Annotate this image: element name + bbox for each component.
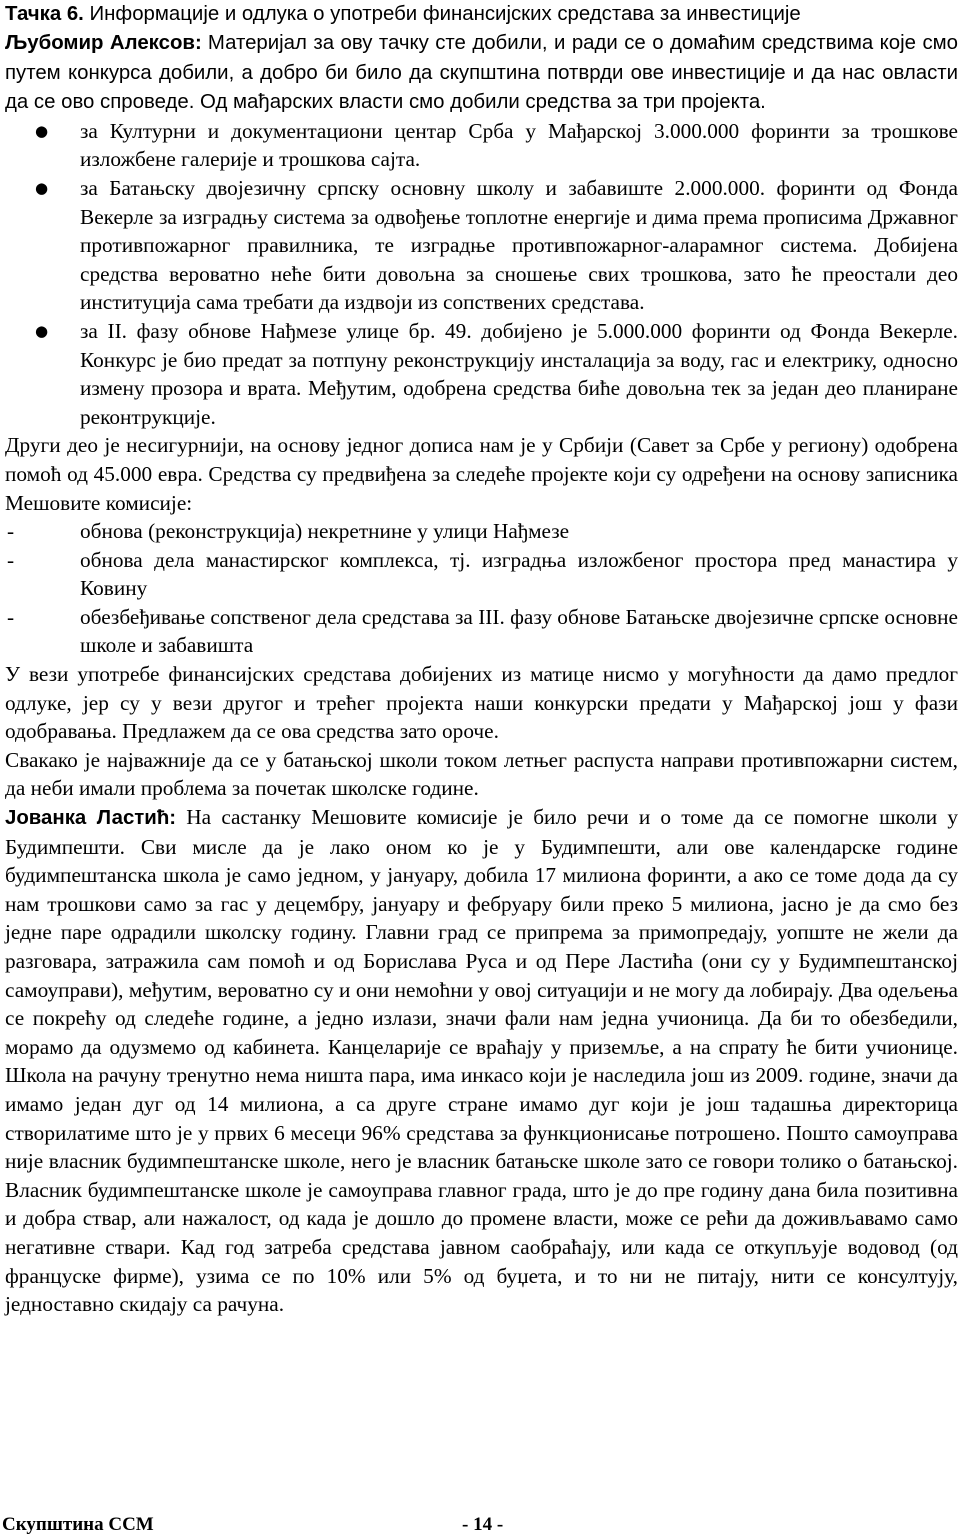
- footer-organization: Скупштина ССМ: [2, 1514, 154, 1535]
- list-item: [5, 174, 958, 317]
- project-bullet-list: [5, 117, 958, 432]
- list-item-text: за II. фазу обнове Нађмезе улице бр. 49. добијено је 5.000.000 форинти од Фонда Векерле. Конкурс је био предат за потпуну реконструкцију инсталација за воду, гас и електрику, односно измену прозора и врата. Међутим, одобрена средства биће довољна тек за један део планиране реконтрукције.: [80, 318, 958, 429]
- paragraph-fire-system: Свакако је најважније да се у батањској школи током летњег распуста направи противпожарни систем, да неби имали проблема за почетак школске године.: [5, 747, 958, 801]
- list-item: [5, 317, 958, 431]
- list-item-text: обнова (реконструкција) некретнине у улици Нађмезе: [80, 519, 570, 544]
- agenda-item-label: Тачка 6.: [5, 3, 84, 25]
- list-item: [5, 117, 958, 174]
- paragraph-text: На састанку Мешовите комисије је било речи и о томе да се помогне школи у Будимпешти. Сви мисле да је лако оном ко је у Будимпешти, али ове календарске године будимпештанска школа је само једном, у јануару, добила 17 милиона форинти, а ако се томе дода да су нам трошкови само за гас у децембру, јануару и фебруару били преко 5 милиона, јасно је да смо без једне паре одрадили школску годину. Главни град се припрема за примопредају, уопште не жели да разговара, затражила сам помоћ и од Борислава Руса и од Пере Ластића (они су у Будимпештанској самоуправи), међутим, вероватно су и они немоћни у овој ситуацији и не могу да лобирају. Два одељења се покрећу од следеће године, а једно излази, значи фали нам једна учионица. Да би то обезбедили, морамо да одузмемо од кабинета. Канцеларије се враћају у приземље, а на спрату ће бити учионице. Школа на рачуну тренутно нема ништа пара, има инкасо који је наследила још из 2009. године, значи да имамо један дуг од 14 милиона, а са друге стране имамо дуг који је још тадашња директорица створилатиме што је у првих 6 месеци 96% средстава за функционисање потрошено. Пошто самоуправа није власник будимпештанске школе, него је власник батањске школе зато се говори толико о батањској. Власник будимпештанске школе је самоуправа главног града, што је до пре годину дана била позитивна и добра ствар, али нажалост, од када је дошло до промене власти, може се рећи да доживљавамо само негативне ствари. Кад год затреба средстава јавном саобраћају, или када се откупљује водовод (од француске фирме), узима се по 10% или 5% од буџета, и то ни не питају, нити се консултују, једноставно скидају са рачуна.: [5, 805, 958, 1317]
- bullet-icon: ●: [35, 178, 49, 197]
- list-item-text: обезбеђивање сопственог дела средстава за III. фазу обнове Батањске двојезичне српске основне школе и забавишта: [80, 604, 958, 658]
- page-number: - 14 -: [462, 1514, 504, 1535]
- dash-marker: -: [7, 519, 15, 544]
- paragraph-usage: У вези употребе финансијских средстава добијених из матице нисмо у могућности да дамо предлог одлуке, јер су у вези другог и трећег пројекта наши конкурски предати у Мађарској још у фази одобравања. Предлажем да се ова средства зато ороче.: [5, 662, 958, 744]
- dash-marker: -: [7, 604, 15, 629]
- list-item-text: обнова дела манастирског комплекса, тј. изградња изложбеног простора пред манастира у Ковину: [80, 547, 958, 601]
- project-dash-list: [5, 517, 958, 660]
- list-item: [5, 603, 958, 660]
- paragraph-lastic: [5, 803, 958, 1319]
- list-item-text: за Културни и документациони центар Срба у Мађарској 3.000.000 форинти за трошкове изложбене галерије и трошкова сајта.: [80, 118, 958, 172]
- page-footer: [2, 1511, 955, 1539]
- agenda-item-title: Информације и одлука о употреби финансијских средстава за инвестиције: [89, 3, 801, 25]
- speaker-name: Јованка Ластић:: [5, 807, 177, 830]
- speaker-name: Љубомир Алексов:: [5, 32, 202, 54]
- document-page: [5, 0, 958, 1319]
- list-item-text: за Батањску двојезичну српску основну школу и забавиште 2.000.000. форинти од Фонда Векерле за изградњу система за одвођење топлотне енергије и дима према прописима Државног противпожарног правилника, те изградње противпожарног-аларамног система. Добијена средства вероватно неће бити довољна за сношење свих трошкова, зато ће преостали део институција сама требати да издвоји из сопствених средстава.: [80, 175, 958, 315]
- list-item: [5, 517, 958, 546]
- paragraph-second-part: Други део је несигурнији, на основу једног дописа нам је у Србији (Савет за Србе у региону) одобрена помоћ од 45.000 евра. Средства су предвиђена за следеће пројекте који су одређени на основу записника Мешовите комисије:: [5, 433, 958, 515]
- paragraph-aleksov: [5, 28, 958, 117]
- bullet-icon: ●: [35, 321, 49, 340]
- paragraph-text: Материјал за ову тачку сте добили, и ради се о домаћим средствима које смо путем конкурса добили, а добро би било да скупштина потврди ове инвестиције и да нас овласти да се ово спроведе. Од мађарских власти смо добили средства за три пројекта.: [5, 32, 958, 114]
- agenda-heading: [5, 0, 958, 28]
- list-item: [5, 546, 958, 603]
- bullet-icon: ●: [35, 121, 49, 140]
- dash-marker: -: [7, 547, 15, 572]
